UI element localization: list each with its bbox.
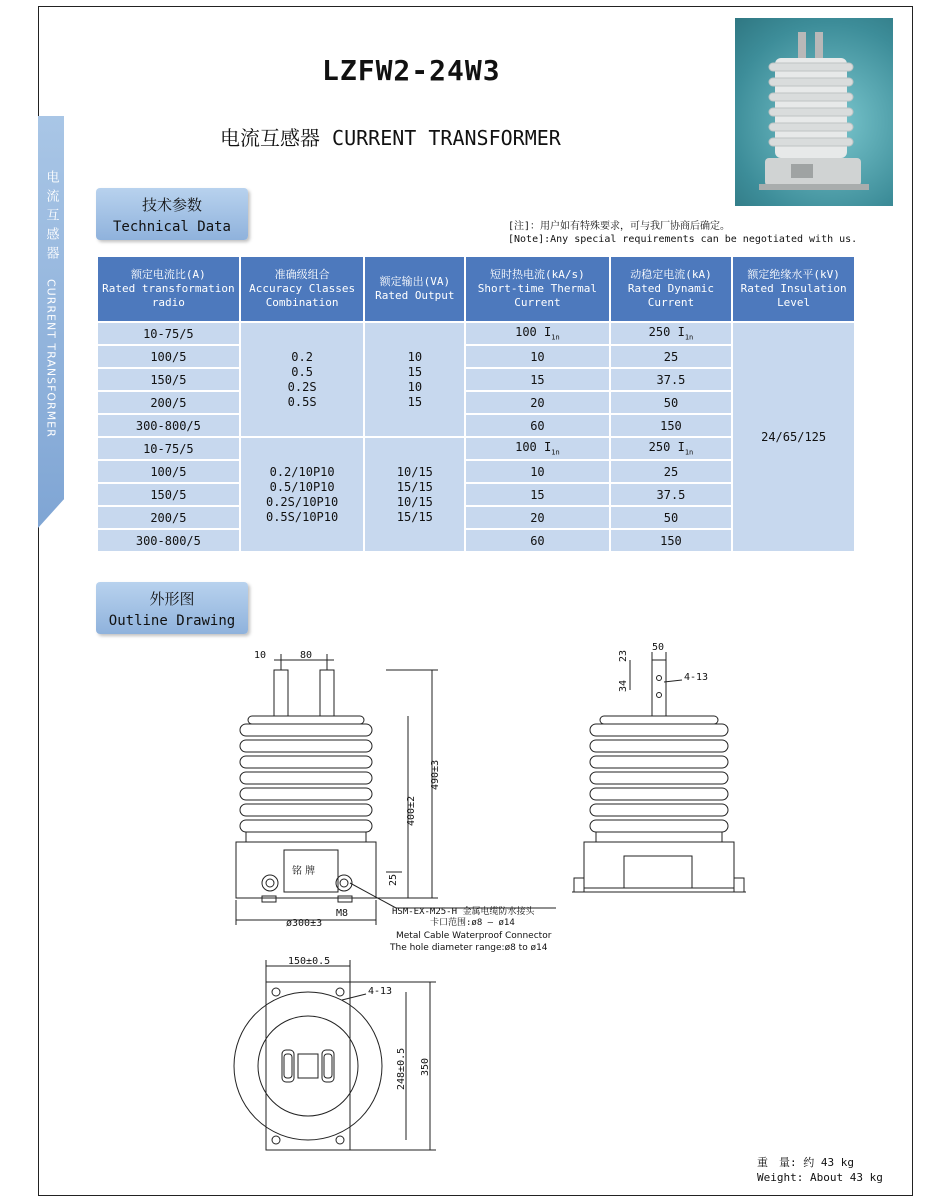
- side-hole-label: 4-13: [684, 672, 709, 683]
- ratio-cell: 150/5: [97, 483, 240, 506]
- dim-490: 490±3: [430, 759, 441, 790]
- dim-80: 80: [300, 650, 313, 661]
- note: [508, 220, 857, 246]
- header-accuracy: 准确级组合 Accuracy Classes Combination: [240, 256, 365, 322]
- thermal-cell: 20: [465, 391, 609, 414]
- nameplate-label: 铭 牌: [292, 866, 316, 877]
- weight-info: [757, 1155, 883, 1185]
- ratio-cell: 100/5: [97, 460, 240, 483]
- dim-400: 400±2: [406, 795, 417, 826]
- ratio-cell: 300-800/5: [97, 414, 240, 437]
- dynamic-cell: 25: [610, 345, 733, 368]
- dynamic-cell: 50: [610, 506, 733, 529]
- dim-150: 150±0.5: [288, 956, 331, 967]
- dynamic-cell: 37.5: [610, 368, 733, 391]
- accuracy-cell: 0.2 0.5 0.2S 0.5S: [240, 322, 365, 437]
- side-view: [572, 649, 746, 892]
- outline-drawing-en: Outline Drawing: [108, 613, 236, 629]
- dim-23: 23: [618, 649, 629, 662]
- dim-34: 34: [618, 679, 629, 692]
- page-subtitle: 电流互感器 CURRENT TRANSFORMER: [220, 126, 561, 150]
- dim-248: 248±0.5: [396, 1047, 407, 1090]
- thermal-cell: 15: [465, 368, 609, 391]
- dynamic-cell: 150: [610, 414, 733, 437]
- technical-data-label: [96, 188, 248, 240]
- header-thermal: 短时热电流(kA/s) Short-time Thermal Current: [465, 256, 609, 322]
- output-cell: 10 15 10 15: [364, 322, 465, 437]
- thermal-cell: 100 $I_{1n}$: [465, 322, 609, 345]
- dynamic-cell: 25: [610, 460, 733, 483]
- header-insulation: 额定绝缘水平(kV) Rated Insulation Level: [732, 256, 855, 322]
- ratio-cell: 100/5: [97, 345, 240, 368]
- connector-code: HSM-EX-M25-H 金属电缆防水接头: [392, 907, 535, 917]
- dynamic-cell: 50: [610, 391, 733, 414]
- connector-en: Metal Cable Waterproof Connector: [396, 931, 552, 941]
- dynamic-cell: 250 $I_{1n}$: [610, 437, 733, 460]
- sidebar-label: [38, 170, 64, 438]
- dim-350: 350: [420, 1057, 431, 1076]
- sidebar-zh: 电流互感器: [43, 170, 59, 265]
- dynamic-cell: 37.5: [610, 483, 733, 506]
- page-title: LZFW2-24W3: [322, 54, 501, 87]
- connector-range-en: The hole diameter range:ø8 to ø14: [390, 943, 548, 953]
- note-en: [Note]:Any special requirements can be negotiated with us.: [508, 234, 858, 245]
- thermal-cell: 10: [465, 345, 609, 368]
- ratio-cell: 200/5: [97, 506, 240, 529]
- header-output: 额定输出(VA) Rated Output: [364, 256, 465, 322]
- weight-en: Weight: About 43 kg: [757, 1171, 883, 1184]
- header-ratio: 额定电流比(A) Rated transformation radio: [97, 256, 240, 322]
- m8-label: M8: [336, 908, 349, 919]
- thermal-cell: 15: [465, 483, 609, 506]
- outline-drawing-label: [96, 582, 248, 634]
- header-dynamic: 动稳定电流(kA) Rated Dynamic Current: [610, 256, 733, 322]
- thermal-cell: 10: [465, 460, 609, 483]
- connector-range-zh: 卡口范围:ø8 — ø14: [430, 918, 515, 928]
- note-zh: [注]：用户如有特殊要求，可与我厂协商后确定。: [508, 221, 731, 232]
- dynamic-cell: 250 $I_{1n}$: [610, 322, 733, 345]
- dim-25: 25: [388, 873, 399, 886]
- dim-dia300: ø300±3: [286, 918, 323, 929]
- ratio-cell: 150/5: [97, 368, 240, 391]
- thermal-cell: 20: [465, 506, 609, 529]
- accuracy-cell: 0.2/10P10 0.5/10P10 0.2S/10P10 0.5S/10P10: [240, 437, 365, 552]
- product-photo: [735, 18, 893, 206]
- table-row: [97, 322, 855, 345]
- dynamic-cell: 150: [610, 529, 733, 552]
- dim-50: 50: [652, 642, 665, 653]
- table-header-row: [97, 256, 855, 322]
- weight-zh: 重 量: 约 43 kg: [757, 1156, 854, 1169]
- outline-drawings: [226, 640, 756, 1155]
- technical-data-zh: 技术参数: [141, 196, 202, 214]
- technical-data-table: [96, 255, 856, 553]
- ratio-cell: 200/5: [97, 391, 240, 414]
- ratio-cell: 300-800/5: [97, 529, 240, 552]
- output-cell: 10/15 15/15 10/15 15/15: [364, 437, 465, 552]
- dim-10: 10: [254, 650, 267, 661]
- thermal-cell: 60: [465, 529, 609, 552]
- insulation-cell: 24/65/125: [732, 322, 855, 552]
- ratio-cell: 10-75/5: [97, 437, 240, 460]
- outline-drawing-zh: 外形图: [149, 590, 195, 608]
- sidebar-en: CURRENT TRANSFORMER: [44, 279, 58, 438]
- thermal-cell: 60: [465, 414, 609, 437]
- thermal-cell: 100 $I_{1n}$: [465, 437, 609, 460]
- ratio-cell: 10-75/5: [97, 322, 240, 345]
- top-hole-label: 4-13: [368, 986, 393, 997]
- transformer-photo-illustration: [735, 18, 893, 206]
- technical-data-en: Technical Data: [112, 219, 231, 235]
